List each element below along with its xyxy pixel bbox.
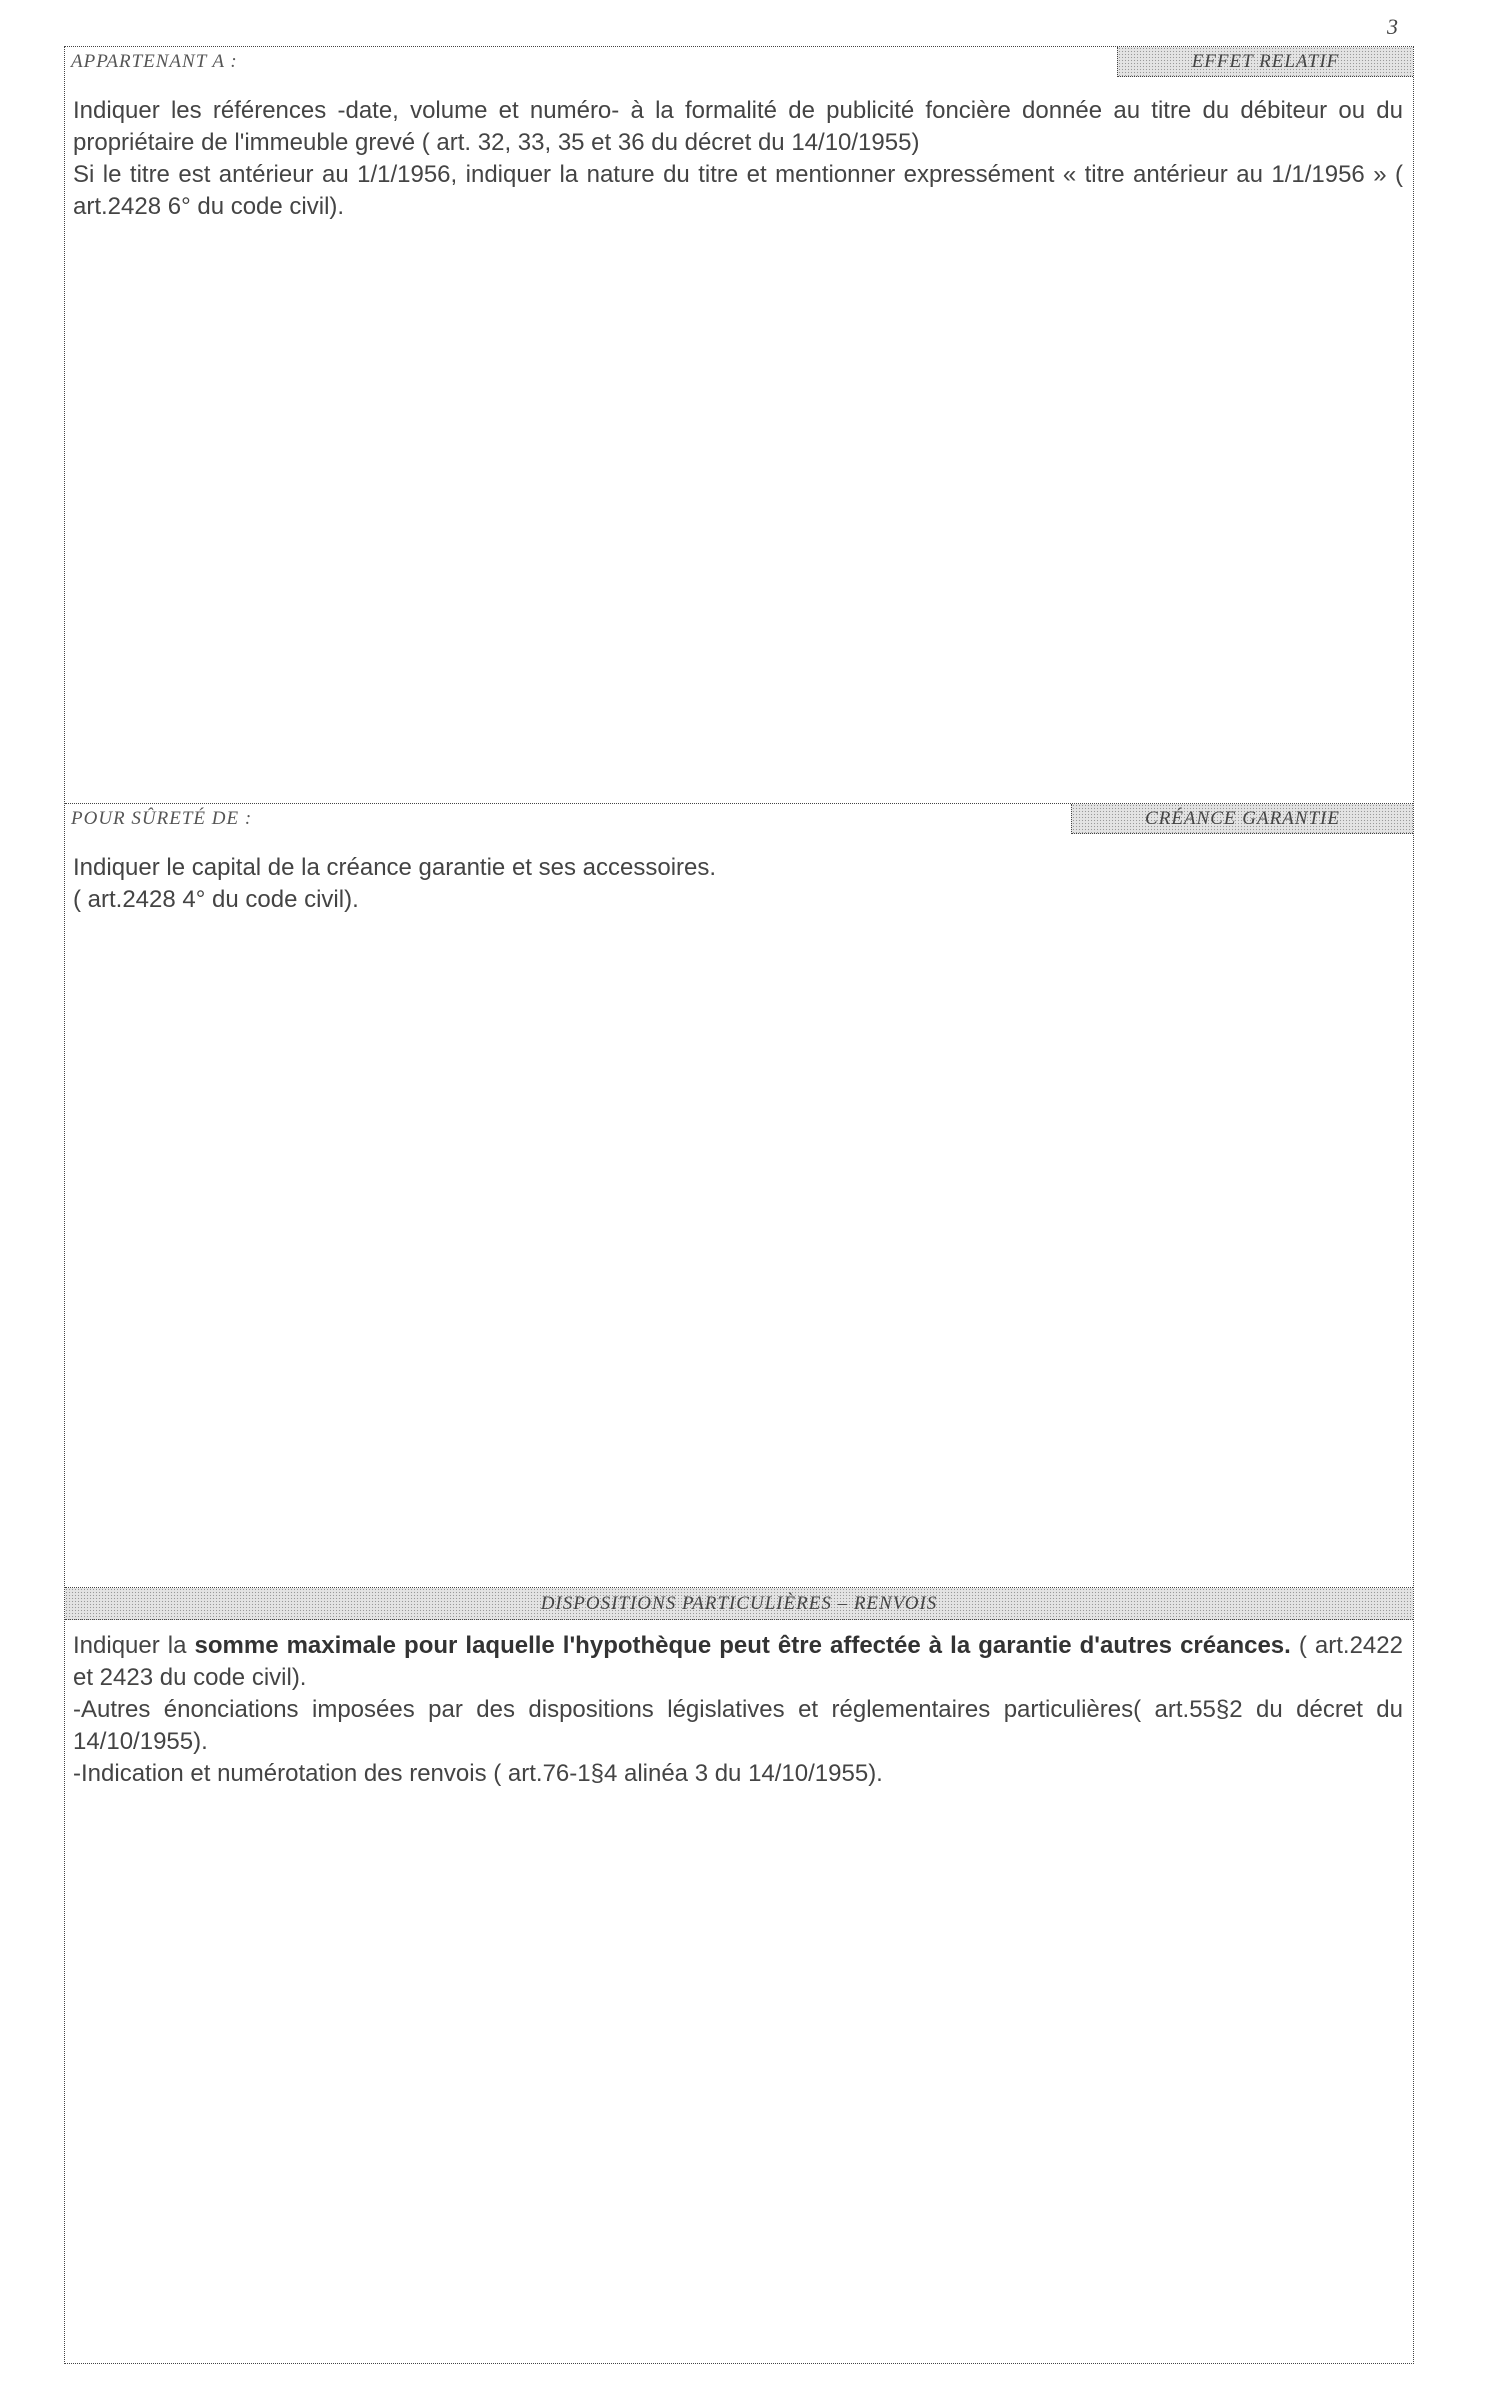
section-body-surete	[73, 852, 1403, 916]
paragraph-titre-anterieur: Si le titre est antérieur au 1/1/1956, indiquer la nature du titre et mentionner expressément « titre antérieur au 1/1/1956 » ( art.2428 6° du code civil).	[73, 161, 1403, 220]
tag-creance-garantie: CRÉANCE GARANTIE	[1071, 804, 1413, 834]
section-heading-surete: POUR SÛRETÉ DE :	[71, 808, 253, 829]
paragraph-somme-maximale	[73, 1630, 1403, 1694]
paragraph-references: Indiquer les références -date, volume et numéro- à la formalité de publicité foncière donnée au titre du débiteur ou du propriétaire de l'immeuble grevé ( art. 32, 33, 35 et 36 du décret du 14/10/1955)	[73, 97, 1403, 156]
section-surete	[65, 803, 1413, 1587]
somme-bold: somme maximale pour laquelle l'hypothèque peut être affectée à la garantie d'autres créances.	[194, 1632, 1291, 1659]
paragraph-autres-enonciations: -Autres énonciations imposées par des dispositions législatives et réglementaires particulières( art.55§2 du décret du 14/10/1955).	[73, 1696, 1403, 1755]
line-capital: Indiquer le capital de la créance garantie et ses accessoires.	[73, 854, 717, 881]
section-body-dispositions	[73, 1630, 1403, 1790]
section-dispositions	[65, 1587, 1413, 2363]
paragraph-renvois: -Indication et numérotation des renvois ( art.76-1§4 alinéa 3 du 14/10/1955).	[73, 1760, 883, 1787]
somme-prefix: Indiquer la	[73, 1632, 195, 1659]
section-heading-dispositions: DISPOSITIONS PARTICULIÈRES – RENVOIS	[65, 1588, 1413, 1620]
tag-effet-relatif: EFFET RELATIF	[1117, 47, 1413, 77]
section-appartenant	[65, 47, 1413, 803]
section-body-appartenant	[73, 95, 1403, 223]
form-frame	[64, 46, 1414, 2364]
line-article: ( art.2428 4° du code civil).	[73, 886, 359, 913]
somme-suffix: ( art.2422 et 2423 du code civil).	[73, 1632, 1403, 1691]
page-number: 3	[1387, 14, 1398, 39]
section-heading-appartenant: APPARTENANT A :	[71, 51, 238, 72]
